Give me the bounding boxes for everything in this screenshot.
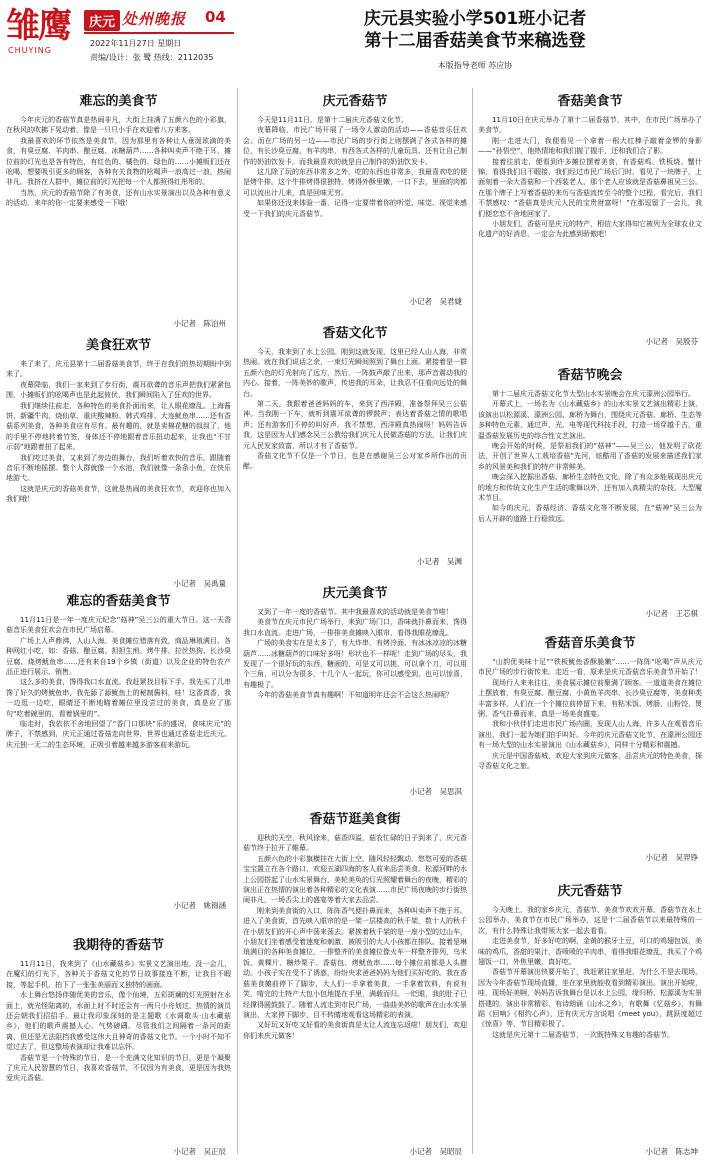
article-paragraph: 这儿除了玩的东西非常多之外，吃的东西也非常多，我最喜欢吃的便是烤牛排。这个牛排烤得很独特，烤得外酥里嫩，一口下去，里面的肉都可以流出汁儿来，真是回味无穷。 (243, 168, 467, 197)
article-paragraph: 开幕式上，一场名为《山水藏菇乡》的山水实景文艺演出精彩上演，该演出以松源溪、濛洲公园、廊桥为舞台，围绕庆元香菇、廊桥、生态等多种特色元素，通过声、光、电等现代科技手段，打造一场穿越千古，重温香菇发展历史的综合性文艺演出。 (478, 400, 702, 440)
masthead (0, 0, 708, 78)
headline-line-2: 第十二届香菇美食节来稿选登 (364, 31, 586, 51)
article-paragraph: 这么多的美食，馋得我口水直流。我赶紧找目标下手。我先买了几串馋了好久的烤鱿鱼串，我先舔了舔鱿鱼上的秘制酱料，哇！这香真香，我一边逛一边吃，眼睛还不断地瞄着摊位里没尝过的美食，真是应了那句“吃着碗里的，看着锅里的”。 (6, 678, 231, 718)
article-paragraph: 临走时，我依依不舍地回望了“香门口那块”乐的盛况，食味庆元”的牌子，不禁感到，庆元正通过香菇走向世界，世界也通过香菇走近庆元。庆元独一无二的生态环境，正吸引着越来越多游客前来游玩。 (6, 720, 231, 749)
article-paragraph: 11月11日，我来到了《山水藏菇乡》实景文艺演出地。没一会儿，在魔幻的灯光下，各种关于香菇文化的节日故事接连不断，让我目不暇接，等起手机，拍下了一张张美丽而又独特的画面。 (6, 960, 231, 989)
article-paragraph: 夜幕降临，市民广场开展了一场令人激动的活动——香菇音乐狂欢会。而在广场的另一边——市民广场的步行街上则摆满了各式各样的摊位，有长沙臭豆腐，有羊肉串，有西各式各样的儿童玩具，还有让自己制作的奶油饮发卡。而我最喜欢的就是自己制作的奶油饮发卡。 (243, 126, 467, 166)
article-title: 难忘的美食节 (79, 94, 158, 109)
article-title: 香菇音乐美食节 (544, 636, 636, 651)
article-paragraph: 第十二届庆元香菇文化节大型山水实景晚会在庆元濛洲公园举行。 (492, 390, 695, 398)
article-paragraph: 迎秋的天空，秋风徐来，菇香四溢，菇农忙碌的日子到来了，庆元香菇节终于拉开了帷幕。 (243, 834, 467, 853)
article-author: 小记者 陈泊州 (173, 319, 226, 328)
article-title: 难忘的香菇美食节 (66, 594, 171, 609)
article-paragraph: 11月10日在庆元举办了第十二届香菇节，其中，在市民广场举办了美食节。 (478, 116, 702, 135)
article-11 (478, 636, 702, 844)
article-paragraph: 广场的美食实在是太多了，有大炸串、有烤冷面、有冰冰凉凉的冰糖葫芦……冰糖葫芦的口味好多呀！形状也不一样呢！走到广场的尽头，我发现了一个很好玩的东西，糖画的，可是又可以挑，可以拿个刀，可以用个三角，可以分为很多，十几个人一起玩，你可以感受到，也可以惊喜，有趣极了。 (243, 639, 467, 689)
article-paragraph: 晚会深入挖掘出香菇、廊桥生态特色文化，除了有众多能展现出庆元的地方和传统文化生产生活的歌舞以外，还有加入高精尖的杂技、大型魔术节目。 (478, 473, 702, 503)
article-paragraph: 五颜六色的小彩旗横挂在大街上空，随风轻轻飘动，悠悠可爱的香菇宝宝置立在各个路口，欢迎五湖四海的客人前来品尝美食。松源河畔的水上公园搭起了山水实景舞台，美轮美奂的灯光照耀着舞台的夜晚，精彩的演出正在热情的演出着各种精彩的文化表演……市民广场夜晚的步行街热闹非凡，一场舌尖上的盛宴等着大家去品尝。 (243, 854, 467, 905)
article-author: 小记者 王芯棋 (645, 609, 698, 618)
article-paragraph: 这就是庆元第十二届香菇节，一次既特殊又有趣的香菇节。 (492, 1030, 674, 1039)
article-title: 香菇文化节 (322, 326, 388, 341)
article-title: 庆元香菇节 (322, 94, 388, 109)
article-title: 庆元香菇节 (557, 884, 623, 899)
article-paragraph: 又好玩又好吃又好看的美食街真是太让人流连忘返啦！朋友们，欢迎你们来庆元做客！ (243, 1021, 467, 1040)
article-paragraph: 这就是庆元的香菇美食节，这就是热闹的美食狂欢节，欢迎你也加入我们哦！ (6, 484, 231, 504)
article-paragraph: 刚一走进大门，我便看见一个拿着一根大红棒子敲着金锣的身影——“孙悟空”，他热情地和我们握了握手，还和我们合了影。 (478, 136, 702, 156)
article-paragraph: 现场行人来来往往，美食展示摊位前聚满了顾客。一道道美食在摊位上摆放着，有臭豆腐、酿豆腐、小黄鱼羊肉串、长沙臭豆腐等，美食种类丰富多样，人们在一个个摊位前停留下来，有粘米饭、烤肠、山粉饺、煲粥，香气扑鼻而来，真是一场美食盛宴。 (478, 678, 702, 719)
article-3 (6, 594, 231, 864)
logo-pinyin: CHUYING (8, 46, 52, 55)
article-title: 庆元美食节 (322, 586, 388, 601)
article-10 (478, 368, 702, 612)
article-paragraph: 香菇节是一个特殊的节日，是一个充满文化知识的节日，更是个凝聚了庆元人民智慧的节日，我喜欢香菇节，不仅因为有美食，更是因为我热爱庆元香菇。 (6, 1053, 231, 1083)
logo: 雏鹰 (6, 6, 70, 46)
issue-date: 2022年11月27日 星期日 (90, 39, 182, 48)
article-paragraph: 刚来到美食街的入口，阵阵香气便扑鼻而来，各种叫卖声不绝于耳。进入了美食街，首先映入眼帘的是一架一层楼高的秋千架，数十人的秋千在小朋友们的开心声中荡来荡去。紧挨着秋千架的是一座小型的过山车，小朋友们坐着感受着速度和刺激，被吸引的大人小孩都在排队。接着是琳琅满目的各种美食摊位，一排整齐的美食摊位像火车一样整齐排列，乌米饭、黄粿片、糖炒栗子、香菇包、烤鱿鱼串……每个摊位前都是人头攒动。小孩子实在受不了诱惑，纷纷央求爸爸妈妈为他们买好吃的。我在香菇美食摊前停下了脚步，大人们一手拿着美食，一手拿着饮料，有说有笑，啃完的土特产大包小包地提在手里，满载而归。一眨眼，我的肚子已经撑得圆鼓鼓了。随着人流走到市民广场，一曲曲美妙的歌声在山水实景演出，大家停下脚步，目不转睛地观看这场精彩的表演。 (243, 906, 467, 1019)
page-number: 04 (205, 8, 226, 26)
article-paragraph: 晚会开始的时候，是祭祖我们的“菇神”——吴三公，他发明了砍花法，开创了世界人工栽培香菇”先河，炫酷用了香菇的发展来描述我们家乡的风景美和我们的特产非常鲜美。 (478, 442, 702, 471)
article-paragraph: 走进美食节，好多好吃的啊，金黄的猴牙土豆，可口的鸡翅包饭，美味的鸡爪，香甜的果汁，香喷喷的羊肉串，看得我眼花缭乱，我买了个鸡翅饭一口，外焦里嫩，真好吃。 (478, 937, 702, 967)
guide-teacher: 本版指导老师 苏应协 (437, 61, 513, 70)
editor-line: 责编/设计：张 鹭 热线：2112035 (90, 53, 214, 62)
article-paragraph: 水上舞台悠扬伴随优美的音乐，像个仙境，五彩斑斓的灯光照射在水面上，就光怪陆离的，水面上时不时还会有一两只小舟划过，热情的演员还会朝我们招招手。最让我印象深刻的是主题歌《水调歌头·山水藏菇乡》，他们的歌声震撼人心、气势磅礴。尽管我们之间隔着一条河的距离，但还是无法阻挡我感受这伟大且神奇的香菇文化节。一个小时不知不觉过去了，但这整场表演却让我难以忘怀。 (6, 991, 231, 1052)
article-paragraph: 夜幕降临，我们一家来到了步行街，震耳欲聋的音乐声把我们紧紧包围，小摊贩们的吆喝声也是此起彼伏，我们瞬间陷入了狂欢的世界。 (6, 380, 231, 400)
article-6 (243, 326, 467, 550)
article-author: 小记者 吴渊 (417, 557, 462, 566)
article-paragraph: 今天，我来到了水上公园。刚到这就发现，这里已经人山人海，非常热闹。就在我们说话之余，一束灯光瞬间照到了舞台上面。紧接着是一群五颜六色的灯光射向了远方，然后，一阵鼓声敲了出来，那声音震动我的内心。接着，一阵美妙的歌声，传进我的耳朵，让我忍不住看向远处的舞台。 (243, 348, 467, 398)
article-author: 小记者 吴禹量 (173, 579, 226, 588)
article-paragraph: 如今的庆元，香菇经济、香菇文化等不断发展，在“菇神”吴三公为后人开辟的道路上行稳致远。 (478, 504, 702, 523)
article-paragraph: 如果你还没来体验一番，记得一定要带着你的听觉、味觉、视觉来感受一下我们的庆元香菇节。 (243, 199, 467, 218)
article-paragraph: 我和小伙伴们走进市民广场内圈，发现人山人海，许多人在观看音乐演出，我们一起为她们拍手叫好。今年的庆元香菇文化节，在濛洲公园还有一场大型的山水实景演出《山水藏菇乡》，同样十分精彩和震撼。 (478, 720, 702, 750)
article-author: 小记者 陈志坤 (645, 1147, 698, 1156)
article-author: 小记者 吴正辰 (173, 1147, 226, 1156)
article-paragraph: 我们吃过美食，又来到了旁边的舞台，我们听着欢快的音乐，跟随着音乐不断地摇摆。整个人群就像一个水池，我们就像一条条小鱼，在快乐地游弋。 (6, 453, 231, 483)
article-1 (6, 94, 231, 309)
article-9 (478, 94, 702, 330)
article-paragraph: 广场上人声鼎沸，人山人海。美食摊位错落有致，商品琳琅满目。各种网红小吃，如：香菇、酿豆腐、担担生煎、烤牛排、拉丝热狗、长沙臭豆腐、烧烤鱿鱼串……还有来自19个乡镇（街道）以及企业的特色农产品正进行展示、销售。 (6, 636, 231, 677)
article-5 (243, 94, 467, 294)
article-title: 香菇节晚会 (557, 368, 623, 383)
article-8 (243, 812, 467, 1142)
article-paragraph: 11月11日是一年一度庆元纪念“菇神”吴三公的重大节日。这一天香菇音乐美食狂欢会在市民广场启幕。 (6, 616, 231, 635)
article-paragraph: 接着往前走，便看到许多摊位摆着美食，有香菇鸡、铁板烧、蟹什锦，看得我们目不暇接，我们经过市民广场后门时，看见了一块牌子，上面刻着一朵大香菇和一个西装老人，那个老人应该就是香菇鼻祖吴三公。在那个牌子上写着香菇的来历与香菇流传至今的整个过程，看完后，我们不禁感叹：“香菇真是庆元人民的宝贵财富呀！”在那逗留了一会儿，我们便恋恋不舍地回家了。 (478, 157, 702, 218)
column-divider (472, 88, 473, 1154)
column-divider (237, 88, 238, 1154)
article-paragraph: 我最喜欢的环节依然是美食节，因为那里有各种让人垂涎欲滴的美食，有臭豆腐、羊肉串、酿豆腐、冰糖葫芦……各种叫卖声不绝于耳，摊位前的灯光也是各有特色，有红色的、橘色的、绿色的……小摊贩们还在吆喝，想要吸引更多的顾客，各种有关食物的吆喝声一浪高过一浪，热闹非凡。我挤在人群中，摊位前的灯光把每一个人都照得红彤彤的。 (6, 136, 231, 187)
article-author: 小记者 吴殷芬 (645, 337, 698, 346)
article-paragraph: 美食节在庆元市民广场举行，来到广场门口，香味就扑鼻而来，馋得我口水直流。走进广场，一排排美食摊映入眼帘，看得我眼花缭乱。 (243, 618, 467, 637)
article-paragraph: “山韵优美味十足”“铁板鱿鱼香酥脆嫩”……一阵阵“吆喝”声从庆元市民广场的步行街传来。走近一看，原来是庆元香菇音乐美食节开始了！ (478, 658, 702, 677)
article-paragraph: 来了来了，庆元县第十二届香菇美食节，终于在我们的热切期盼中到来了。 (6, 360, 231, 379)
article-paragraph: 香菇文化节不仅是一个节日，也是在感谢吴三公对家乡所作出的贡献。 (243, 452, 467, 471)
article-paragraph: 小朋友们，香菇可是庆元的特产，相信大家得知它被列为全球农业文化遗产的好消息，一定会为此感到骄傲吧！ (478, 220, 702, 239)
page-headline (250, 8, 700, 52)
article-paragraph: 又到了一年一度的香菇节。其中我最喜欢的活动就是美食节啦！ (257, 608, 453, 616)
article-author: 小记者 吴思淇 (409, 787, 462, 796)
article-7 (243, 586, 467, 781)
article-paragraph: 香菇节开幕演出快要开始了，我赶紧往家里赶，为什么不是去现场，因为今年香菇节现场直播，坐在家里就能收看到精彩演出。演出开始啦，哇，现场好美啊，妈妈告诉我舞台是以水上公园、缘归桥、松源溪为实景搭建的。演出非常精彩，有诗朗诵《山水之乡》，有歌舞《忆菇乡》，有舞蹈《回响》《相约心声》，还有庆元方言说唱《meet you》，跳跃度超过《惊喜》等，节目精彩极了。 (478, 968, 702, 1029)
article-title: 美食狂欢节 (85, 338, 151, 353)
article-author: 小记者 姚锦涵 (173, 901, 226, 910)
article-paragraph: 今天是11月11日，是第十二届庆元香菇文化节。 (257, 116, 408, 124)
article-author: 小记者 吴君婕 (409, 297, 462, 306)
article-paragraph: 第二天，我跟着爸爸妈妈的车，来到了西洋殿，准备祭拜吴三公菇神。当我刚一下车，就听到震耳欲聋的锣鼓声；表达着香菇之情的歌唱声；还有游客们不停的叫好声。我不禁想，西洋殿真热闹呀！妈妈告诉我，这是因为人们感念吴三公教给我们庆元人民做香菇的方法，让我们庆元人民发家致富，所以才有了香菇节。 (243, 400, 467, 450)
article-title: 香菇节逛美食街 (309, 812, 401, 827)
article-paragraph: 今年的香菇美食节真有趣啊！不知道明年还会不会这么热闹呢？ (257, 691, 453, 700)
masthead-rule (84, 32, 234, 34)
paper-name: 处州晚报 (122, 10, 187, 28)
article-author: 小记者 吴羿铮 (645, 853, 698, 862)
article-12 (478, 884, 702, 1142)
article-paragraph: 今年庆元的香菇节真是热闹非凡，大街上挂满了五颜六色的小彩旗，在秋风的吹拂下晃动着，像是一只只小手在欢迎着八方来客。 (6, 116, 231, 135)
article-title: 我期待的香菇节 (72, 938, 164, 953)
article-4 (6, 938, 231, 1143)
headline-line-1: 庆元县实验小学501班小记者 (363, 9, 587, 29)
region-badge: 庆元 (84, 10, 120, 31)
article-2 (6, 338, 231, 563)
article-paragraph: 庆元是中国香菇城，欢迎大家到庆元做客，品尝庆元的特色美食，探寻香菇文化之旅。 (478, 751, 702, 771)
article-paragraph: 我们继续往前走，各种特色的美食扑面而来，让人眼花缭乱。上海酱饼、新疆牛肉、烧仙草、重庆酸辣粉、韩式鸡排、大连鱿鱼串……还有香菇系列美食，各种美食应有尽有。最有趣的，就是卖棉花糖的叔叔了，他的手里不停地转着竹签，身体还不停地跟着音乐扭动起来，让我也“不甘示弱”地跟着扭了起来。 (6, 401, 231, 452)
article-paragraph: 今天晚上，我的家乡庆元，香菇节、美食节欢欢开幕。香菇节在水上公园举办，美食节在市民广场举办，这是十二届香菇节以来最特殊的一次，有什么特殊让我带领大家一起去看看。 (478, 906, 702, 935)
article-author: 小记者 吴昭辰 (409, 1147, 462, 1156)
article-paragraph: 当然，庆元的香菇节除了有美食，还有山水实景演出以及各种有意义的活动，来年的你一定要来感受一下哦！ (6, 188, 231, 208)
article-title: 香菇美食节 (557, 94, 623, 109)
